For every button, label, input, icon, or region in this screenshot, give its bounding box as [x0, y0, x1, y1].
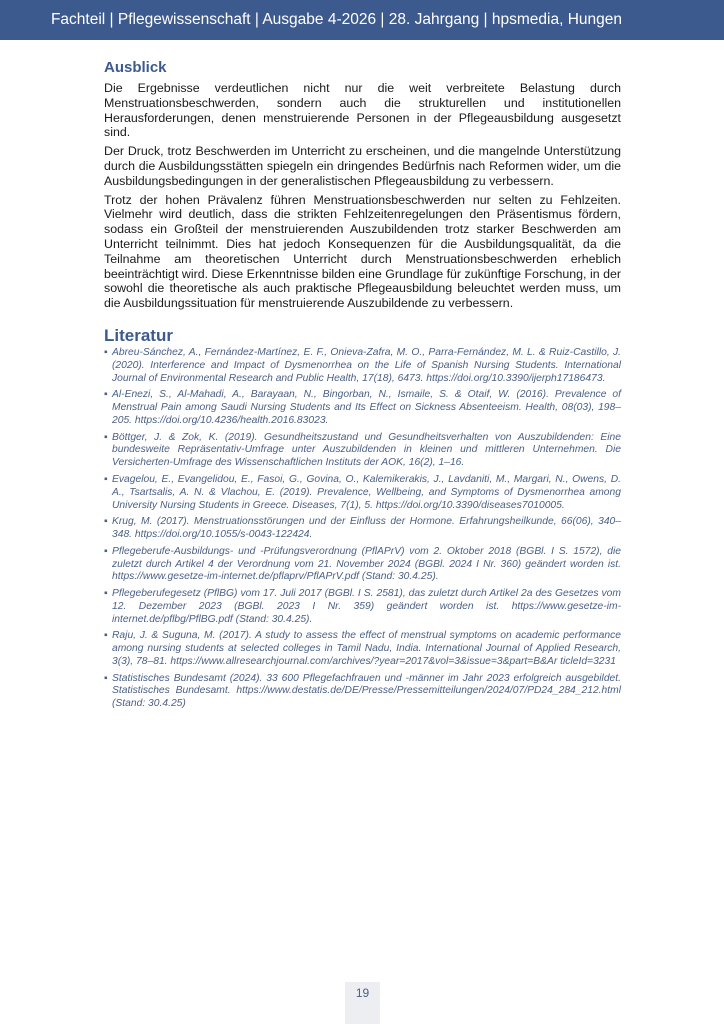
reference-text: Böttger, J. & Zok, K. (2019). Gesundheitszustand und Gesundheitsverhalten von Auszubildenden: Eine bundesweite Repräsentativ-Umfrage unter Auszubildenden in kleinen und mittleren Unternehmen. Die Versicherten-Umfrage des Wissenschaftlichen Instituts der AOK, 16(2), 1–16.: [112, 431, 621, 469]
bullet-icon: ▪: [104, 473, 108, 485]
page-number: 19: [345, 982, 380, 1024]
reference-text: Al-Enezi, S., Al-Mahadi, A., Barayaan, N., Bingorban, N., Ismaile, S. & Otaif, W. (2016). Prevalence of Menstrual Pain among Saudi Nursing Students and Its Effect on Sickness Absenteeism. Health, 08(03), 198–205. https://doi.org/10.4236/health.2016.83023.: [112, 389, 621, 427]
reference-item: [104, 546, 621, 585]
reference-item: [104, 389, 621, 428]
reference-item: [104, 432, 621, 471]
bullet-icon: ▪: [104, 630, 108, 642]
reference-text: Pflegeberufe-Ausbildungs- und -Prüfungsverordnung (PflAPrV) vom 2. Oktober 2018 (BGBl. I S. 1572), die zuletzt durch Artikel 4 der Verordnung vom 21. November 2024 (BGBl. 2024 I Nr. 360) geändert worden ist. https://www.gesetze-im-internet.de/pflaprv/PflAPrV.pdf (Stand: 30.4.25).: [112, 545, 621, 583]
reference-text: Raju, J. & Suguna, M. (2017). A study to assess the effect of menstrual symptoms on academic performance among nursing students at selected colleges in Tamil Nadu, India. International Journal of Applied Research, 3(3), 78–81. https://www.allresearchjournal.com/archives/?year=2017&vol=3&issue=3&part=B&Ar ticleId=3231: [112, 630, 621, 668]
reference-text: Evagelou, E., Evangelidou, E., Fasoi, G., Govina, O., Kalemikerakis, J., Lavdaniti, M., Margari, N., Owens, D. A., Tsartsalis, A. N. & Vlachou, E. (2019). Prevalence, Wellbeing, and Symptoms of Dysmenorrhea among University Nursing Students in Greece. Diseases, 7(1), 5. https://doi.org/10.3390/diseases7010005.: [112, 473, 621, 511]
reference-item: [104, 474, 621, 513]
bullet-icon: ▪: [104, 545, 108, 557]
ausblick-paragraph-2: Der Druck, trotz Beschwerden im Unterricht zu erscheinen, und die mangelnde Unterstützung durch die Ausbildungsstätten spiegeln ein dringendes Bedürfnis nach Reformen wider, um die Ausbildungsbedingungen in der generalistischen Pflegeausbildung zu verbessern.: [104, 144, 621, 188]
reference-item: [104, 516, 621, 542]
section-heading-literatur: Literatur: [104, 325, 173, 345]
ausblick-paragraph-3: Trotz der hohen Prävalenz führen Menstruationsbeschwerden nur selten zu Fehlzeiten. Vielmehr wird deutlich, dass die strikten Fehlzeitenregelungen den Präsentismus fördern, sodass ein Großteil der menstruierenden Auszubildenden trotz starker Beschwerden am Unterricht teilnimmt. Dies hat jedoch Konsequenzen für die Ausbildungsqualität, da die Teilnahme am theoretischen Unterricht durch Menstruationsbeschwerden erheblich beeinträchtigt wird. Diese Erkenntnisse bilden eine Grundlage für zukünftige Forschung, in der sowohl die theoretische als auch praktische Pflegeausbildung beleuchtet werden muss, um die Ausbildungssituation für menstruierende Auszubildende zu verbessern.: [104, 192, 621, 311]
bullet-icon: ▪: [104, 672, 108, 684]
bullet-icon: ▪: [104, 587, 108, 599]
reference-text: Krug, M. (2017). Menstruationsstörungen und der Einfluss der Hormone. Erfahrungsheilkunde, 66(06), 340–348. https://doi.org/10.1055/s-0043-122424.: [112, 516, 621, 541]
reference-text: Pflegeberufegesetz (PflBG) vom 17. Juli 2017 (BGBl. I S. 2581), das zuletzt durch Artikel 2a des Gesetzes vom 12. Dezember 2023 (BGBl. 2023 I Nr. 359) geändert worden ist. https://www.gesetze-im-internet.de/pflbg/PflBG.pdf (Stand: 30.4.25).: [112, 587, 621, 625]
article-body: [104, 58, 621, 715]
reference-item: [104, 673, 621, 712]
reference-item: [104, 630, 621, 669]
reference-item: [104, 347, 621, 386]
bullet-icon: ▪: [104, 431, 108, 443]
running-header: Fachteil | Pflegewissenschaft | Ausgabe 4-2026 | 28. Jahrgang | hpsmedia, Hungen: [0, 0, 724, 40]
ausblick-paragraph-1: Die Ergebnisse verdeutlichen nicht nur die weit verbreitete Belastung durch Menstruationsbeschwerden, sondern auch die strukturellen und institutionellen Herausforderungen, denen menstruierende Personen in der Pflegeausbildung ausgesetzt sind.: [104, 81, 621, 140]
bullet-icon: ▪: [104, 389, 108, 401]
reference-text: Statistisches Bundesamt (2024). 33 600 Pflegefachfrauen und -männer im Jahr 2023 erfolgreich ausgebildet. Statistisches Bundesamt. https://www.destatis.de/DE/Presse/Pressemitteilungen/2024/07/PD24_284_212.html (Stand: 30.4.25): [112, 672, 621, 710]
bullet-icon: ▪: [104, 516, 108, 528]
reference-text: Abreu-Sánchez, A., Fernández-Martínez, E. F., Onieva-Zafra, M. O., Parra-Fernández, M. L. & Ruiz-Castillo, J. (2020). Interference and Impact of Dysmenorrhea on the Life of Spanish Nursing Students. International Journal of Environmental Research and Public Health, 17(18), 6473. https://doi.org/10.3390/ijerph17186473.: [112, 346, 621, 384]
reference-item: [104, 588, 621, 627]
section-heading-ausblick: Ausblick: [104, 59, 167, 76]
reference-list: [104, 347, 621, 711]
bullet-icon: ▪: [104, 346, 108, 358]
